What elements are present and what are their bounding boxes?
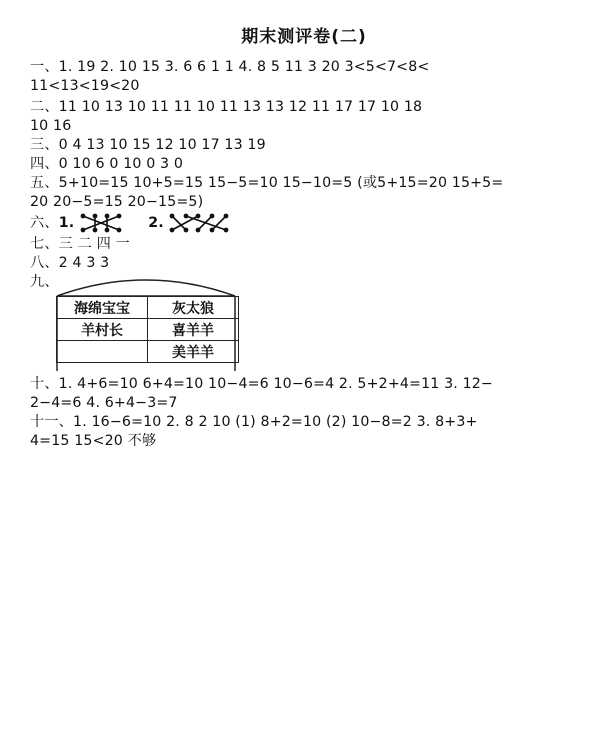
table-cell: 喜羊羊 bbox=[148, 319, 239, 341]
answer-line-q8: 八、2 4 3 3 bbox=[30, 255, 110, 271]
table-cell: 羊村长 bbox=[57, 319, 148, 341]
answer-line-q11b: 4=15 15<20 不够 bbox=[30, 433, 157, 449]
answer-line-1: 一、1. 19 2. 10 15 3. 6 6 1 1 4. 8 5 11 3 20 3<5<7<8< bbox=[30, 59, 430, 75]
question-6-row bbox=[30, 212, 230, 234]
answer-line-3: 二、11 10 13 10 11 11 10 11 13 13 12 11 17 17 10 18 bbox=[30, 99, 423, 115]
answer-line-q10b: 2−4=6 4. 6+4−3=7 bbox=[30, 395, 178, 411]
table-row bbox=[57, 341, 239, 363]
table-cell bbox=[57, 341, 148, 363]
table-row bbox=[57, 319, 239, 341]
question-9-prefix: 九、 bbox=[30, 274, 59, 290]
matching-lines-figure-2 bbox=[168, 212, 230, 234]
question-6-prefix: 六、 bbox=[30, 215, 59, 231]
table-cell: 海绵宝宝 bbox=[57, 297, 148, 319]
answer-line-5: 三、0 4 13 10 15 12 10 17 13 19 bbox=[30, 137, 266, 153]
answer-line-6: 四、0 10 6 0 10 0 3 0 bbox=[30, 156, 184, 172]
question-9-table bbox=[56, 296, 239, 363]
question-6-label-1: 1. bbox=[58, 215, 75, 231]
answer-line-q7: 七、三 二 四 一 bbox=[30, 236, 131, 252]
answer-line-2: 11<13<19<20 bbox=[30, 78, 140, 94]
page-title: 期末测评卷(二) bbox=[241, 27, 367, 47]
table-cell: 灰太狼 bbox=[148, 297, 239, 319]
answer-line-8: 20 20−5=15 20−15=5) bbox=[30, 194, 204, 210]
answer-line-q10a: 十、1. 4+6=10 6+4=10 10−4=6 10−6=4 2. 5+2+4=11 3. 12− bbox=[30, 376, 493, 392]
answer-line-q11a: 十一、1. 16−6=10 2. 8 2 10 (1) 8+2=10 (2) 10−8=2 3. 8+3+ bbox=[30, 414, 478, 430]
answer-line-4: 10 16 bbox=[30, 118, 72, 134]
table-row bbox=[57, 297, 239, 319]
question-6-label-2: 2. bbox=[148, 215, 164, 231]
table-cell: 美羊羊 bbox=[148, 341, 239, 363]
matching-lines-figure-1 bbox=[79, 212, 125, 234]
answer-line-7: 五、5+10=15 10+5=15 15−5=10 15−10=5 (或5+15=20 15+5= bbox=[30, 175, 504, 191]
